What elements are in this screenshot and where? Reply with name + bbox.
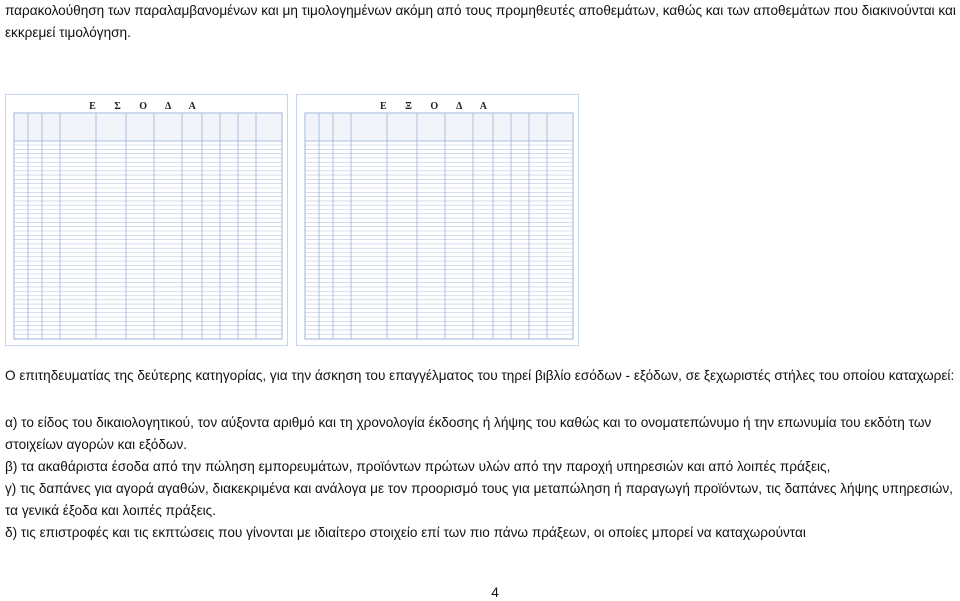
paragraph-item-a: α) το είδος του δικαιολογητικού, τον αύξοντα αριθμό και τη χρονολογία έκδοσης ή λήψης του καθώς και το ονοματεπώνυμο ή την επωνυμία του εκδότη των στοιχείων αγορών και εξόδων.	[5, 415, 932, 452]
ledger-image-income	[5, 94, 288, 346]
paragraph-top: παρακολούθηση των παραλαμβανομένων και μη τιμολογημένων ακόμη από τους προμηθευτές αποθεμάτων, καθώς και των αποθεμάτων που διακινούνται και εκκρεμεί τιμολόγηση.	[5, 3, 956, 40]
page-number: 4	[491, 585, 499, 600]
paragraph-item-d: δ) τις επιστροφές και τις εκπτώσεις που γίνονται με ιδιαίτερο στοιχείο επί των πιο πάνω πράξεων, οι οποίες μπορεί να καταχωρούνται	[5, 525, 806, 540]
ledger-title-income: Ε Σ Ο Δ Α	[89, 101, 204, 112]
ledger-grid-income	[6, 95, 289, 347]
paragraph-item-b: β) τα ακαθάριστα έσοδα από την πώληση εμπορευμάτων, προϊόντων πρώτων υλών από την παροχή υπηρεσιών και από λοιπές πράξεις,	[5, 459, 831, 474]
ledger-grid-expenses	[297, 95, 580, 347]
ledger-image-expenses	[296, 94, 579, 346]
paragraph-item-c: γ) τις δαπάνες για αγορά αγαθών, διακεκριμένα και ανάλογα με τον προορισμό τους για μεταπώληση ή παραγωγή προϊόντων, τις δαπάνες λήψης υπηρεσιών, τα γενικά έξοδα και λοιπές πράξεις.	[5, 481, 953, 518]
ledger-title-expenses: Ε Ξ Ο Δ Α	[379, 101, 496, 112]
paragraph-intro: Ο επιτηδευματίας της δεύτερης κατηγορίας, για την άσκηση του επαγγέλματος του τηρεί βιβλίο εσόδων - εξόδων, σε ξεχωριστές στήλες του οποίου καταχωρεί:	[5, 368, 955, 383]
